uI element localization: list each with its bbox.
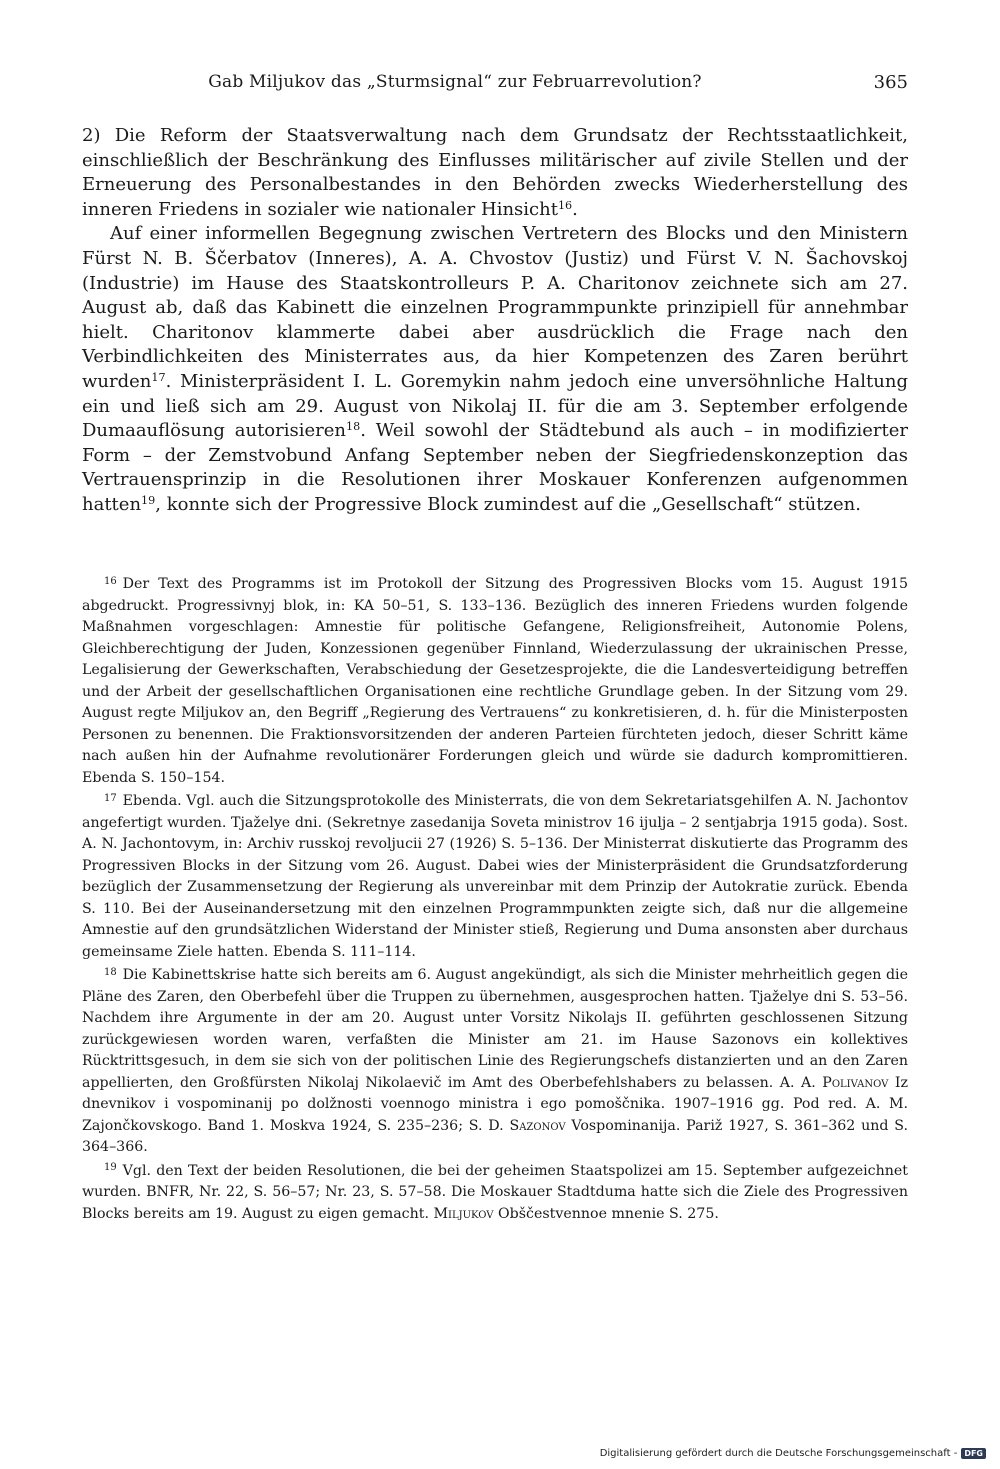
footnote-18: $^{18}$ Die Kabinettskrise hatte sich bereits am 6. August angekündigt, als sich die Minister mehrheitlich gegen die Pläne des Zaren, den Oberbefehl über die Truppen zu übernehmen, ausgesprochen hatten. Tjaželye dni S. 53–56. Nachdem ihre Argumente in der am 20. August unter Vorsitz Nikolajs II. geführten geschlossenen Sitzung zurückgewiesen worden waren, verfaßten die Minister am 21. im Hause Sazonovs ein kollektives Rücktrittsgesuch, in dem sie sich von der politischen Linie des Regierungschefs distanzierten und an den Zaren appellierten, den Großfürsten Nikolaj Nikolaevič im Amt des Oberbefehlshabers zu belassen. A. A. Polivanov Iz dnevnikov i vospominanij po dolžnosti voennogo ministra i ego pomoščnika. 1907–1916 gg. Pod red. A. M. Zajončkovskogo. Band 1. Moskva 1924, S. 235–236; S. D. Sazonov Vospominanija. Pariž 1927, S. 361–362 und S. 364–366. <box>82 966 908 1155</box>
footnote-number: 19 <box>104 1162 117 1174</box>
footnote-19: $^{19}$ Vgl. den Text der beiden Resolutionen, die bei der geheimen Staatspolizei am 15. September aufgezeichnet wurden. BNFR, Nr. 22, S. 56–57; Nr. 23, S. 57–58. Die Moskauer Stadtduma hatte sich die Ziele des Progressiven Blocks bereits am 19. August zu eigen gemacht. Miljukov Obščestvennoe mnenie S. 275. <box>82 1162 908 1222</box>
running-head: Gab Miljukov das „Sturmsignal“ zur Februarrevolution? <box>208 72 702 92</box>
footnote-number: 16 <box>104 575 117 587</box>
page-number: 365 <box>873 72 908 93</box>
paragraph-2: Auf einer informellen Begegnung zwischen Vertretern des Blocks und den Ministern Fürst N. B. Ščerbatov (Inneres), A. A. Chvostov (Justiz) und Fürst V. N. Šachovskoj (Industrie) im Hause des Staatskontrolleurs P. A. Charitonov zeichnete sich am 27. August ab, daß das Kabinett die einzelnen Programmpunkte prinzipiell für annehmbar hielt. Charitonov klammerte dabei aber ausdrücklich die Frage nach den Verbindlichkeiten des Ministerrates aus, da hier Kompetenzen des Zaren berührt wurden$^{17}$. Ministerpräsident I. L. Goremykin nahm jedoch eine unversöhnliche Haltung ein und ließ sich am 29. August von Nikolaj II. für die am 3. September erfolgende Dumaauflösung autorisieren$^{18}$. Weil sowohl der Städtebund als auch – in modifizierter Form – der Zemstvobund Anfang September neben der Siegfriedenskonzeption das Vertrauensprinzip in die Resolutionen ihrer Moskauer Konferenzen aufgenommen hatten$^{19}$, konnte sich der Progressive Block zumindest auf die „Gesellschaft“ stützen. <box>82 223 908 515</box>
body-text <box>82 124 908 518</box>
footnote-ref-19[interactable]: 19 <box>141 493 156 507</box>
author-name: Polivanov <box>822 1074 889 1091</box>
paragraph-1: 2) Die Reform der Staatsverwaltung nach dem Grundsatz der Rechtsstaatlichkeit, einschließlich der Beschränkung des Einflusses militärischer auf zivile Stellen und der Erneuerung des Personalbestandes in den Behörden zwecks Wiederherstellung des inneren Friedens in sozialer wie nationaler Hinsicht$^{16}$. <box>82 125 908 220</box>
author-name: Sazonov <box>509 1117 566 1134</box>
footnote-ref-16[interactable]: 16 <box>557 198 573 212</box>
dfg-logo: DFG <box>961 1448 986 1459</box>
footnotes <box>82 574 908 1227</box>
credit-text: Digitalisierung gefördert durch die Deutsche Forschungsgemeinschaft - <box>599 1448 958 1459</box>
digitization-credit <box>600 1448 986 1459</box>
author-name: Miljukov <box>433 1205 494 1222</box>
footnote-number: 17 <box>104 792 117 804</box>
footnote-16: $^{16}$ Der Text des Programms ist im Protokoll der Sitzung des Progressiven Blocks vom 15. August 1915 abgedruckt. Progressivnyj blok, in: KA 50–51, S. 133–136. Bezüglich des inneren Friedens wurden folgende Maßnahmen vorgeschlagen: Amnestie für politische Gefangene, Religionsfreiheit, Autonomie Polens, Gleichberechtigung der Juden, Konzessionen gegenüber Finnland, Wiederzulassung der ukrainischen Presse, Legalisierung der Gewerkschaften, Verabschiedung der Gesetzesprojekte, die die Landesverteidigung betreffen und der Arbeit der gesellschaftlichen Organisationen eine rechtliche Grundlage geben. In der Sitzung vom 29. August regte Miljukov an, den Begriff „Regierung des Vertrauens“ zu konkretisieren, d. h. für die Ministerposten Personen zu benennen. Die Fraktionsvorsitzenden der anderen Parteien fürchteten jedoch, dieser Schritt käme nach außen hin der Aufnahme revolutionärer Forderungen gleich und würde sie dadurch kompromittieren. Ebenda S. 150–154. <box>82 575 908 786</box>
footnote-number: 18 <box>104 966 117 978</box>
footnote-ref-17[interactable]: 17 <box>151 370 166 384</box>
footnote-ref-18[interactable]: 18 <box>346 420 361 433</box>
footnote-17: $^{17}$ Ebenda. Vgl. auch die Sitzungsprotokolle des Ministerrats, die von dem Sekretariatsgehilfen A. N. Jachontov angefertigt wurden. Tjaželye dni. (Sekretnye zasedanija Soveta ministrov 16 ijulja – 2 sentjabrja 1915 goda). Sost. A. N. Jachontovym, in: Archiv russkoj revoljucii 27 (1926) S. 5–136. Der Ministerrat diskutierte das Programm des Progressiven Blocks in der Sitzung vom 26. August. Dabei wies der Ministerpräsident die Grundsatzforderung bezüglich der Zusammensetzung der Regierung als unvereinbar mit dem Prinzip der Autokratie zurück. Ebenda S. 110. Bei der Auseinandersetzung mit den einzelnen Programmpunkten zeigte sich, daß nur die allgemeine Amnestie auf den grundsätzlichen Widerstand der Minister stieß, Regierung und Duma ansonsten aber durchaus gemeinsame Ziele hatten. Ebenda S. 111–114. <box>82 792 908 960</box>
page-header <box>82 72 908 100</box>
